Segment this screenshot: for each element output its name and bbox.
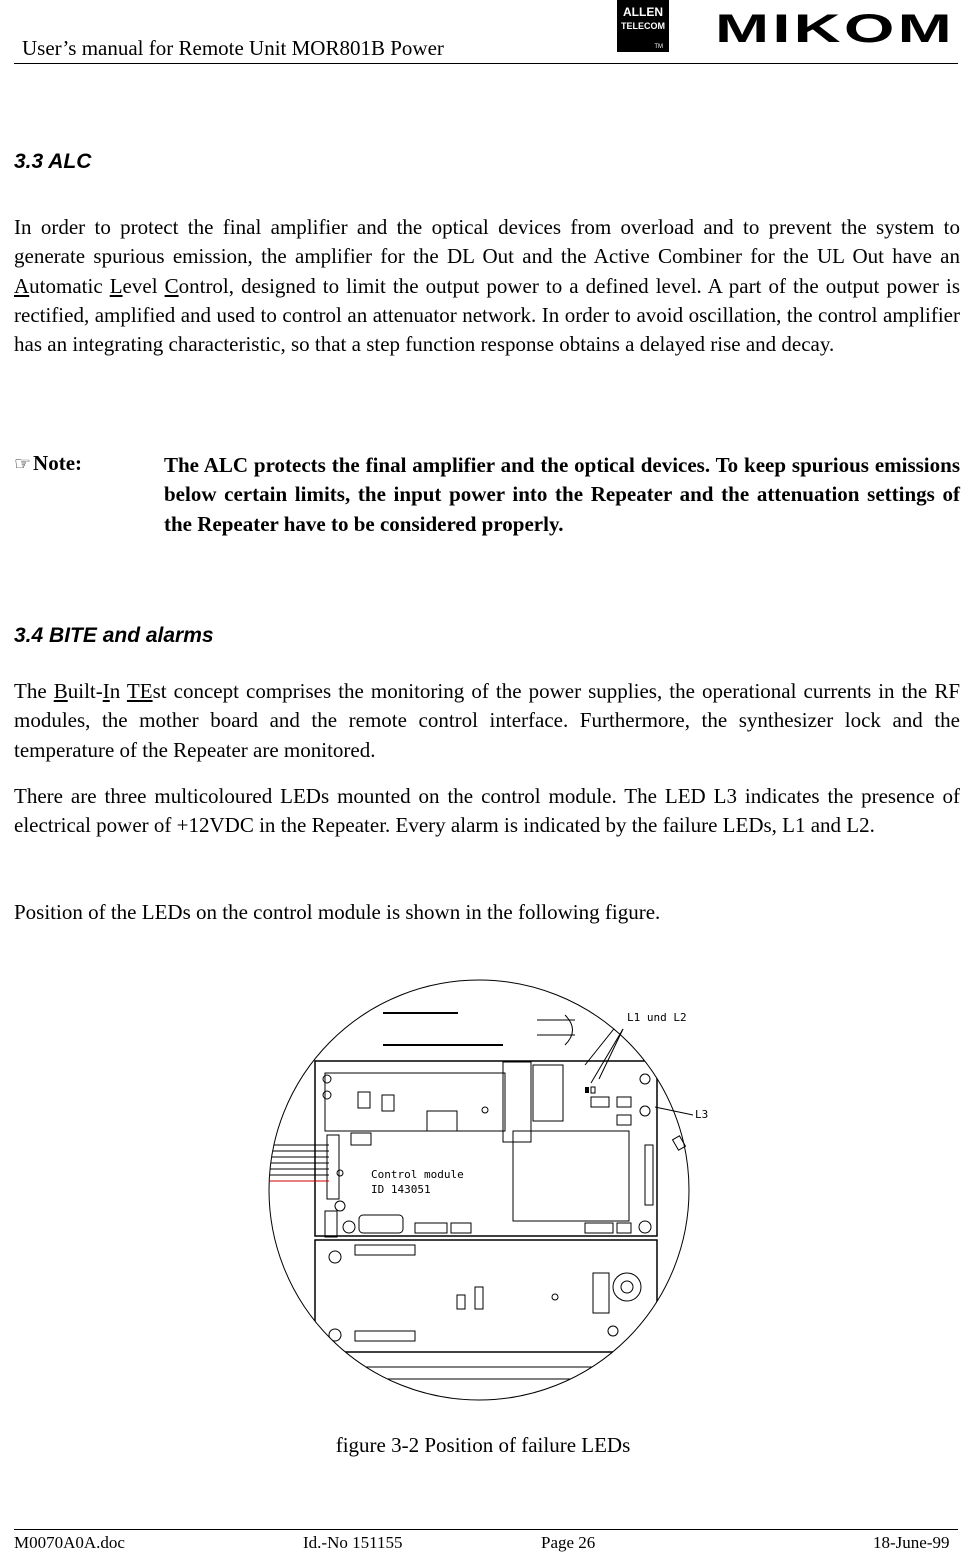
footer-date: 18-June-99 (873, 1533, 950, 1552)
mikom-logo (712, 7, 958, 51)
figure-caption: figure 3-2 Position of failure LEDs (335, 1433, 631, 1457)
control-module-figure (265, 975, 709, 1405)
figure-module-id: ID 143051 (371, 1183, 431, 1196)
header-rule (14, 63, 958, 64)
bite-paragraph-3: Position of the LEDs on the control module is shown in the following figure. (14, 900, 661, 924)
alc-paragraph (14, 213, 960, 359)
figure-module-name: Control module (371, 1168, 464, 1181)
lower-module-outline (315, 1240, 657, 1352)
led-l3-icon (673, 1136, 686, 1150)
figure-label-l3: L3 (695, 1108, 709, 1121)
control-board-outline (315, 1061, 657, 1236)
bite-text-part1: The (14, 679, 54, 703)
alc-underlined-a: A (14, 273, 30, 298)
bite-paragraph-2: There are three multicoloured LEDs mounted on the control module. The LED L3 indicates the presence of electrical power of +12VDC in the Repeater. Every alarm is indicated by the failure LEDs, L1 and L2. (14, 784, 960, 838)
mikom-logo-text: MIKOM (715, 7, 955, 51)
allen-telecom-logo (617, 0, 669, 52)
figure-label-l1-l2: L1 und L2 (627, 1011, 687, 1024)
note-label-text: Note: (33, 451, 83, 475)
bite-paragraph-1 (14, 677, 960, 765)
figure-circle (269, 980, 689, 1400)
allen-logo-tm: TM (654, 44, 663, 50)
bite-underlined-te: TE (126, 679, 153, 703)
footer-id-number: Id.-No 151155 (303, 1533, 403, 1552)
footer-rule (14, 1529, 958, 1530)
allen-logo-line-2: TELECOM (621, 21, 665, 31)
bite-underlined-i: I (102, 679, 110, 703)
section-heading-alc: 3.3 ALC (14, 150, 92, 173)
bite-text-part2: st concept comprises the monitoring of the power supplies, the operational currents in the RF modules, the mother board and the remote control interface. Furthermore, the synthesizer lock and the temperature of the Repeater are monitored. (14, 679, 961, 762)
bite-text-n: n (109, 679, 127, 703)
alc-text-part1: In order to protect the final amplifier and the optical devices from overload and to prevent the system to generate spurious emission, the amplifier for the DL Out and the Active Combiner for the UL Out have an (14, 215, 960, 269)
bite-text-uilt: uilt- (67, 679, 103, 703)
alc-text-part2: ontrol, designed to limit the output power to a defined level. A part of the output power is rectified, amplified and used to control an attenuator network. In order to avoid oscillation, the control amplifier has an integrating characteristic, so that a step function response obtains a delayed rise and decay. (14, 273, 961, 357)
alc-underlined-l: L (109, 273, 123, 298)
allen-logo-line-1: ALLEN (623, 5, 663, 19)
footer-doc-name: M0070A0A.doc (14, 1533, 125, 1552)
bite-underlined-b: B (53, 679, 68, 703)
alc-text-a-rest: utomatic (29, 273, 110, 298)
note-text: The ALC protects the final amplifier and the optical devices. To keep spurious emissions below certain limits, the input power into the Repeater and the attenuation settings of the Repeater have to be considered properly. (164, 453, 960, 536)
alc-underlined-c: C (164, 273, 179, 298)
footer-page-number: Page 26 (541, 1533, 596, 1552)
pointing-hand-icon: ☞ (14, 454, 32, 475)
note-label (14, 451, 82, 476)
section-heading-bite: 3.4 BITE and alarms (14, 624, 214, 647)
running-header-title: User’s manual for Remote Unit MOR801B Power (22, 36, 444, 60)
led-l1-l2-icon (585, 1087, 595, 1093)
alc-text-l-rest: evel (122, 273, 165, 298)
